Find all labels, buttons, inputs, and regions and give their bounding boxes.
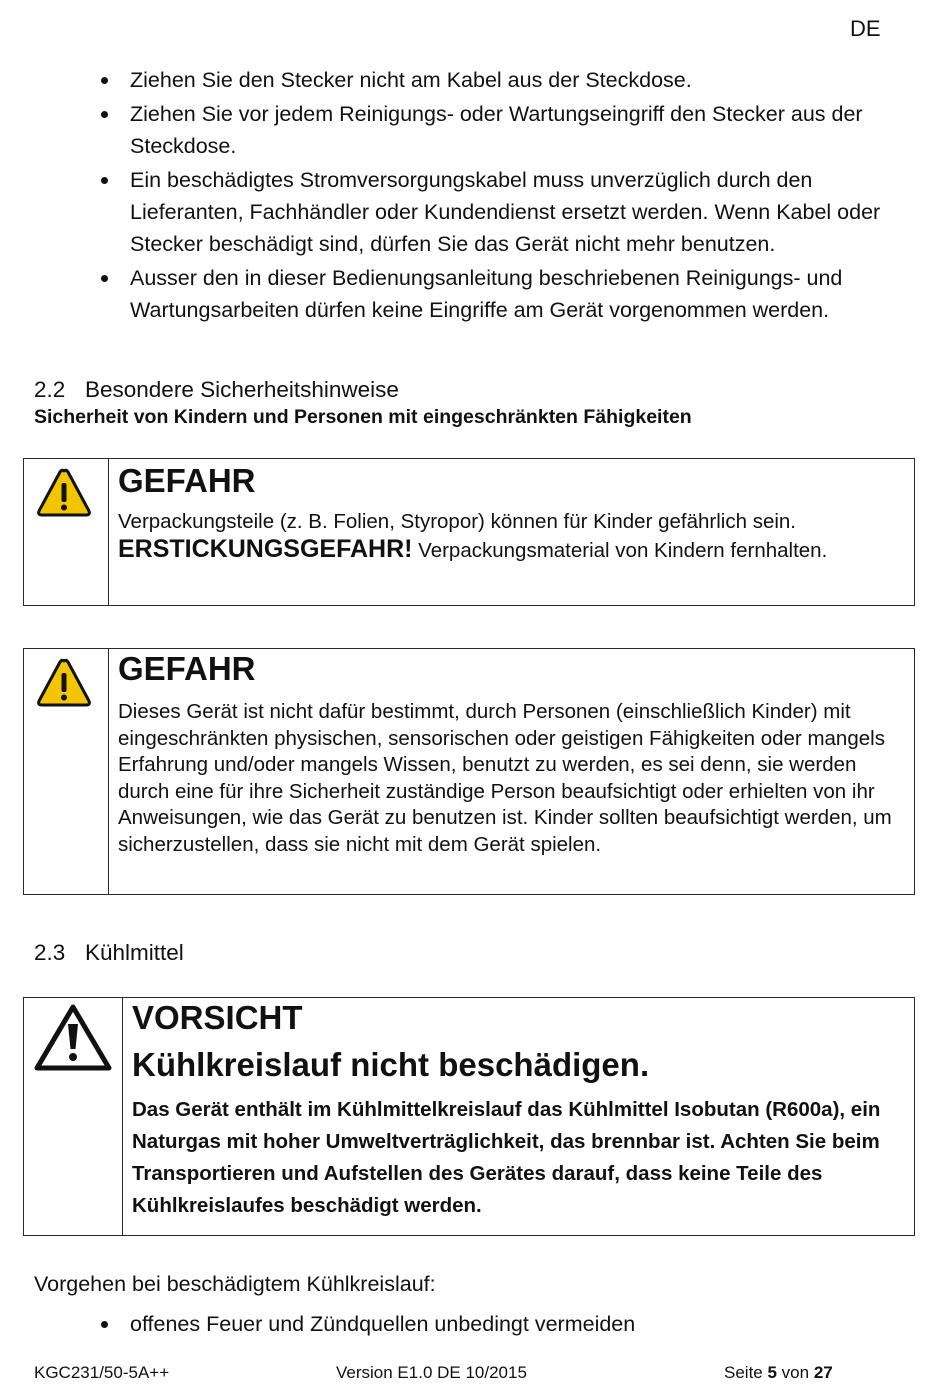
section-heading-2-3 [34,940,184,966]
section-number: 2.3 [34,940,66,965]
section-heading-2-2 [34,377,399,403]
warning-content [118,649,904,858]
section-title: Kühlmittel [85,940,184,965]
footer-model: KGC231/50-5A++ [34,1363,170,1382]
language-code: DE [850,16,881,41]
icon-column [24,459,109,605]
list-item [34,1308,914,1340]
list-item-text: Ziehen Sie den Stecker nicht am Kabel aus der Steckdose. [130,68,692,92]
list-item-text: Ziehen Sie vor jedem Reinigungs- oder Wartungseingriff den Stecker aus der Steckdose. [130,102,863,158]
warning-content [132,998,904,1222]
section-subtitle: Sicherheit von Kindern und Personen mit eingeschränkten Fähigkeiten [34,406,692,428]
bullet-dot [101,77,108,84]
warning-heading: GEFAHR [118,462,256,499]
procedure-bullet-list [34,1308,914,1340]
list-item [34,64,914,96]
page-current: 5 [767,1363,777,1382]
bullet-dot [101,177,108,184]
list-item [34,164,914,260]
bullet-dot [101,275,108,282]
warning-content [118,459,904,564]
warning-text: Verpackungsteile (z. B. Folien, Styropor) können für Kinder gefährlich sein. [118,510,796,533]
list-item [34,262,914,326]
list-item-text: Ausser den in dieser Bedienungsanleitung beschriebenen Reinigungs- und Wartungsarbeiten dürfen keine Eingriffe am Gerät vorgenommen werden. [130,266,843,322]
warning-heading: VORSICHT [132,999,303,1036]
bullet-dot [101,111,108,118]
page-label: Seite [724,1363,768,1382]
warning-emphasis: ERSTICKUNGSGEFAHR! [118,534,413,563]
list-item [34,98,914,162]
footer-page-number [724,1363,833,1383]
safety-bullet-list [34,64,914,328]
danger-box-packaging [23,458,915,606]
warning-text: Das Gerät enthält im Kühlmittelkreislauf das Kühlmittel Isobutan (R600a), ein Naturgas mit hoher Umweltverträglichkeit, das brennbar ist. Achten Sie beim Transportieren und Aufstellen des Gerätes darauf, dass keine Teile des Kühlkreislaufes beschädigt werden. [132,1098,881,1217]
caution-box-refrigerant [23,997,915,1236]
danger-box-supervision [23,648,915,895]
section-number: 2.2 [34,377,66,402]
warning-triangle-outline-icon [34,1004,112,1072]
procedure-intro: Vorgehen bei beschädigtem Kühlkreislauf: [34,1272,436,1296]
list-item-text: Ein beschädigtes Stromversorgungskabel muss unverzüglich durch den Lieferanten, Fachhändler oder Kundendienst ersetzt werden. Wenn Kabel oder Stecker beschädigt sind, dürfen Sie das Gerät nicht mehr benutzen. [130,168,881,256]
page-total: 27 [813,1363,833,1382]
list-item-text: offenes Feuer und Zündquellen unbedingt vermeiden [130,1312,636,1336]
warning-triangle-icon [36,657,92,709]
warning-heading: GEFAHR [118,650,256,687]
footer-version: Version E1.0 DE 10/2015 [336,1363,527,1382]
warning-text: Dieses Gerät ist nicht dafür bestimmt, durch Personen (einschließlich Kinder) mit eingeschränkten physischen, sensorischen oder geistigen Fähigkeiten oder mangels Erfahrung und/oder mangels Wissen, benutzt zu werden, es sei denn, sie werden durch eine für ihre Sicherheit zuständige Person beaufsichtigt oder erhielten von ihr Anweisungen, wie das Gerät zu benutzen ist. Kinder sollten beaufsichtigt werden, um sicherzustellen, dass sie nicht mit dem Gerät spielen. [118,700,892,856]
warning-text: Verpackungsmaterial von Kindern fernhalten. [412,538,828,562]
warning-text-emphasis-line [118,536,904,565]
icon-column [24,998,123,1235]
page-separator: von [776,1363,814,1382]
warning-subheading: Kühlkreislauf nicht beschädigen. [132,1046,650,1083]
section-title: Besondere Sicherheitshinweise [85,377,399,402]
warning-triangle-icon [36,467,92,519]
bullet-dot [101,1321,108,1328]
icon-column [24,649,109,894]
